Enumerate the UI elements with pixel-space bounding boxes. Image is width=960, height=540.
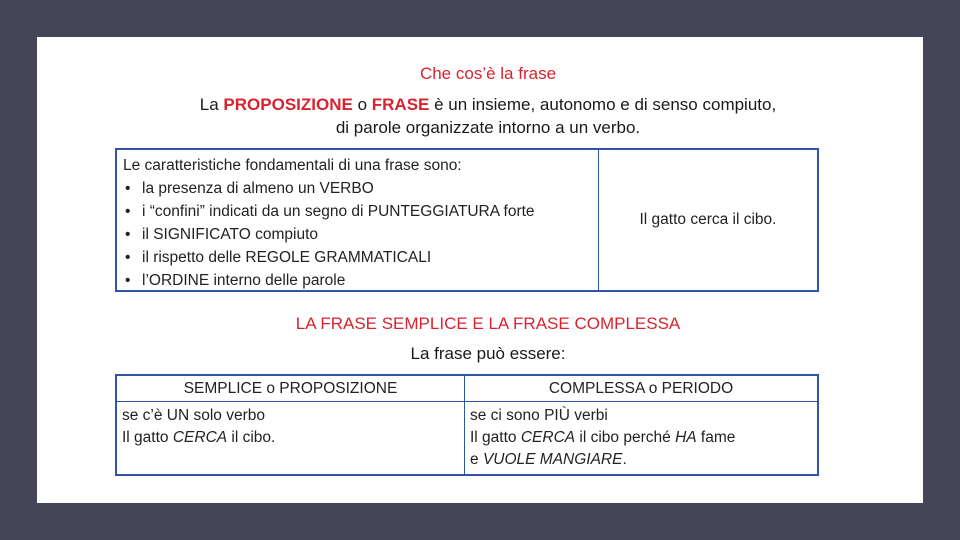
- complex-example-text-3: fame: [696, 429, 736, 446]
- characteristics-intro: Le caratteristiche fondamentali di una frase sono:: [123, 157, 462, 174]
- simple-example-text-1: Il gatto: [122, 429, 173, 446]
- slide: [37, 37, 923, 503]
- simple-rule: se c’è UN solo verbo: [122, 407, 266, 424]
- simple-example: [122, 427, 459, 449]
- complex-example-text-2: il cibo perché: [575, 429, 676, 446]
- cell-complex: [465, 402, 817, 474]
- complex-example-line-1: [470, 427, 812, 449]
- list-item: • i “confini” indicati da un segno di PUNTEGGIATURA forte: [123, 200, 592, 223]
- characteristics-list: [123, 177, 592, 292]
- complex-example-text-1: Il gatto: [470, 429, 521, 446]
- definition-text-3: è un insieme, autonomo e di senso compiuto,: [429, 95, 777, 114]
- complex-example-verb-1: CERCA: [520, 429, 576, 446]
- list-item: • la presenza di almeno un VERBO: [123, 177, 592, 200]
- complex-example-verb-3: VUOLE MANGIARE: [482, 451, 623, 468]
- header-complex: COMPLESSA o PERIODO: [465, 376, 817, 402]
- keyword-frase: FRASE: [371, 95, 430, 114]
- example-cell: [599, 150, 817, 290]
- cell-simple: [117, 402, 465, 474]
- list-item: • l’ORDINE interno delle parole: [123, 269, 592, 292]
- simple-example-text-2: il cibo.: [227, 429, 276, 446]
- example-sentence: Il gatto cerca il cibo.: [639, 211, 777, 228]
- complex-example-line-2: [470, 449, 812, 471]
- definition: [45, 93, 931, 139]
- characteristics-list-cell: [117, 150, 599, 290]
- simple-example-verb: CERCA: [172, 429, 228, 446]
- complex-example-verb-2: HA: [675, 429, 697, 446]
- definition-text-2: o: [352, 95, 372, 114]
- definition-line-2: di parole organizzate intorno a un verbo.: [335, 118, 641, 137]
- keyword-proposizione: PROPOSIZIONE: [223, 95, 353, 114]
- section-title-simple-complex: LA FRASE SEMPLICE E LA FRASE COMPLESSA: [295, 314, 681, 333]
- definition-text-1: La: [199, 95, 224, 114]
- section-title-what-is-sentence: Che cos’è la frase: [419, 64, 557, 83]
- list-item: • il rispetto delle REGOLE GRAMMATICALI: [123, 246, 592, 269]
- header-simple: SEMPLICE o PROPOSIZIONE: [117, 376, 465, 402]
- complex-example-text-5: .: [622, 451, 627, 468]
- definition-line-1: [45, 93, 931, 116]
- complex-example-text-4: e: [470, 451, 483, 468]
- characteristics-box: [115, 148, 819, 292]
- comparison-table: [115, 374, 819, 476]
- complex-rule: se ci sono PIÙ verbi: [470, 407, 608, 424]
- section-subtitle: La frase può essere:: [410, 344, 566, 363]
- list-item: • il SIGNIFICATO compiuto: [123, 223, 592, 246]
